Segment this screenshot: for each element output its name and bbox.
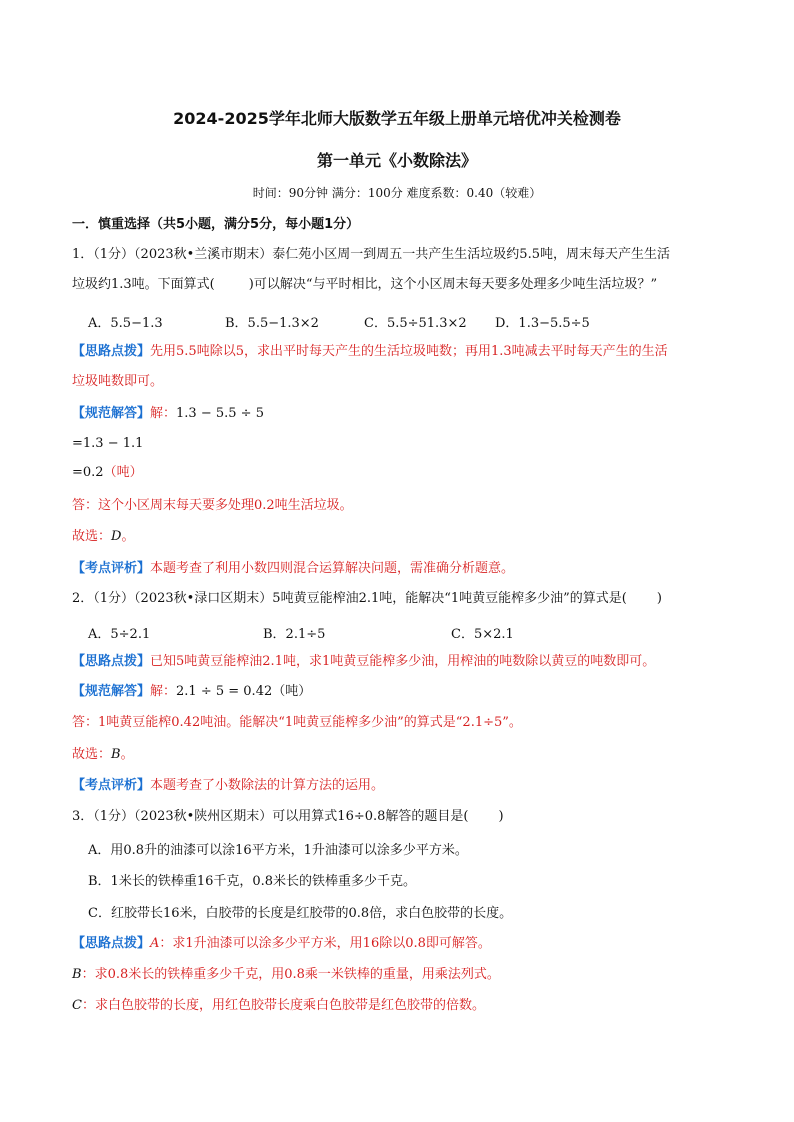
section-heading: 一．慎重选择（共5小题，满分5分，每小题1分） — [72, 217, 360, 232]
q3-hint-a-text: ：求1升油漆可以涂多少平方米，用16除以0.8即可解答。 — [159, 936, 491, 951]
q1-hint-text: 先用5.5吨除以5，求出平时每天产生的生活垃圾吨数；再用1.3吨减去平时每天产生的生活 — [150, 344, 668, 359]
q2-choice-prefix: 故选： — [72, 747, 112, 762]
q2-option-a: A．5÷2.1 — [88, 627, 151, 642]
q2-conclusion: 答：1吨黄豆能榨0.42吨油。能解决“1吨黄豆能榨多少油”的算式是“2.1÷5”。 — [72, 715, 522, 730]
q2-review-tag: 【考点评析】 — [72, 778, 151, 793]
q3-stem-part-b: ) — [498, 809, 504, 824]
q2-option-c: C．5×2.1 — [451, 627, 514, 642]
q2-answer-lead: 解： — [150, 684, 177, 699]
q2-choice-suffix: 。 — [120, 747, 134, 762]
q1-answer-tag: 【规范解答】 — [72, 406, 151, 421]
q2-hint — [72, 653, 734, 671]
q1-step2 — [72, 464, 734, 482]
q1-stem-line1: 1．（1分）（2023秋•兰溪市期末）泰仁苑小区周一到周五一共产生生活垃圾约5.5吨，周末每天产生生活 — [72, 247, 670, 262]
q1-answer-expr: 1.3 − 5.5 ÷ 5 — [176, 406, 264, 421]
q1-choice — [72, 528, 734, 546]
q2-review-text: 本题考查了小数除法的计算方法的运用。 — [150, 778, 385, 793]
document-subtitle: 第一单元《小数除法》 — [316, 151, 477, 170]
q2-hint-tag: 【思路点拨】 — [72, 654, 151, 669]
q3-stem-part-a: 3．（1分）（2023秋•陕州区期末）可以用算式16÷0.8解答的题目是( — [72, 809, 469, 824]
q1-option-d: D．1.3−5.5÷5 — [495, 316, 590, 331]
q2-answer-expr: 2.1 ÷ 5 = 0.42 — [176, 684, 273, 699]
q3-hint-b — [72, 966, 734, 984]
document-title: 2024-2025学年北师大版数学五年级上册单元培优冲关检测卷 — [173, 109, 621, 128]
q1-step2-unit: （吨） — [103, 465, 143, 480]
q1-hint-line1 — [72, 343, 734, 361]
q1-answer-lead: 解： — [150, 406, 177, 421]
q1-hint-tag: 【思路点拨】 — [72, 344, 151, 359]
q1-review-tag: 【考点评析】 — [72, 561, 151, 576]
q2-hint-text: 已知5吨黄豆能榨油2.1吨，求1吨黄豆能榨多少油，用榨油的吨数除以黄豆的吨数即可。 — [150, 654, 656, 669]
q3-hint-a-letter: A — [150, 936, 160, 951]
q3-option-b: B．1米长的铁棒重16千克，0.8米长的铁棒重多少千克。 — [88, 874, 417, 889]
q1-answer-line — [72, 405, 734, 423]
q3-hint-c — [72, 997, 734, 1015]
exam-meta: 时间：90分钟 满分：100分 难度系数：0.40（较难） — [252, 186, 542, 200]
q2-answer-tag: 【规范解答】 — [72, 684, 151, 699]
q1-option-b: B．5.5−1.3×2 — [225, 316, 319, 331]
q1-step2-expr: =0.2 — [72, 465, 104, 480]
q2-stem-part-b: ) — [656, 591, 662, 606]
q2-answer-line — [72, 683, 734, 701]
q2-choice-letter: B — [111, 747, 121, 762]
q3-hint-c-letter: C — [72, 998, 82, 1013]
q2-stem — [72, 590, 734, 608]
q2-answer-unit: （吨） — [272, 684, 312, 699]
q3-hint-tag: 【思路点拨】 — [72, 936, 151, 951]
q1-review — [72, 560, 734, 578]
q2-choice — [72, 746, 734, 764]
q3-option-a: A．用0.8升的油漆可以涂16平方米，1升油漆可以涂多少平方米。 — [88, 843, 468, 858]
q1-option-c: C．5.5÷51.3×2 — [364, 316, 467, 331]
q1-stem-part-b: )可以解决“与平时相比，这个小区周末每天要多处理多少吨生活垃圾？” — [248, 277, 658, 292]
q1-review-text: 本题考查了利用小数四则混合运算解决问题，需准确分析题意。 — [150, 561, 515, 576]
q1-step1: =1.3 − 1.1 — [72, 436, 144, 451]
q1-choice-suffix: 。 — [121, 529, 135, 544]
q3-hint-a — [72, 935, 734, 953]
q1-stem-part-a: 垃圾约1.3吨。下面算式( — [72, 277, 215, 292]
q1-choice-prefix: 故选： — [72, 529, 112, 544]
q3-hint-b-letter: B — [72, 967, 82, 982]
q3-option-c: C．红胶带长16米，白胶带的长度是红胶带的0.8倍，求白色胶带的长度。 — [88, 906, 513, 921]
q1-hint-line2: 垃圾吨数即可。 — [72, 374, 164, 389]
q1-conclusion: 答：这个小区周末每天要多处理0.2吨生活垃圾。 — [72, 498, 353, 513]
q2-stem-part-a: 2．（1分）（2023秋•渌口区期末）5吨黄豆能榨油2.1吨，能解决“1吨黄豆能榨多少油”的算式是( — [72, 591, 627, 606]
q3-hint-c-text: ：求白色胶带的长度，用红色胶带长度乘白色胶带是红色胶带的倍数。 — [81, 998, 485, 1013]
q2-review — [72, 777, 734, 795]
q1-option-a: A．5.5−1.3 — [88, 316, 163, 331]
q1-choice-letter: D — [111, 529, 122, 544]
q1-stem-line2 — [72, 276, 734, 294]
q3-stem — [72, 808, 734, 826]
q3-hint-b-text: ：求0.8米长的铁棒重多少千克，用0.8乘一米铁棒的重量，用乘法列式。 — [81, 967, 500, 982]
q2-option-b: B．2.1÷5 — [263, 627, 326, 642]
